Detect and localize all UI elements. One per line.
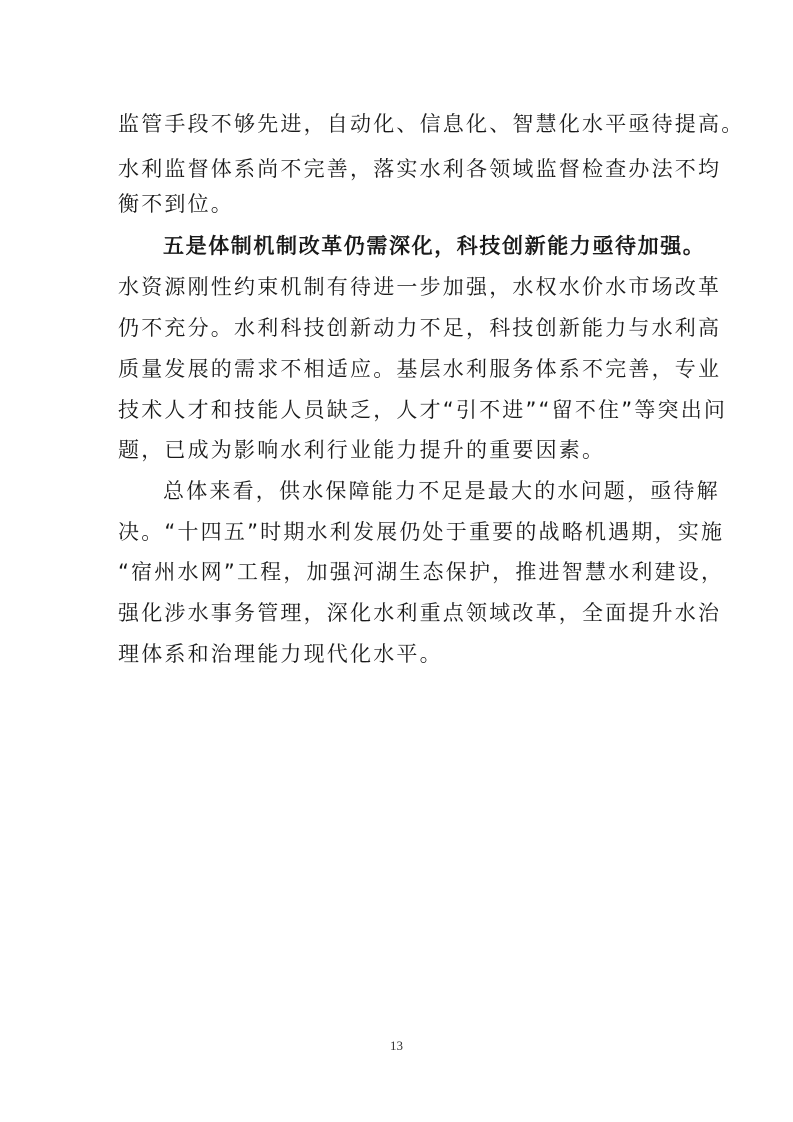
paragraph-line: 衡不到位。 xyxy=(118,192,234,216)
paragraph-line: “宿州水网”工程，加强河湖生态保护，推进智慧水利建设， xyxy=(118,560,725,584)
paragraph-line: 总体来看，供水保障能力不足是最大的水问题，亟待解 xyxy=(163,479,720,503)
page-number: 13 xyxy=(390,1038,403,1053)
paragraph-line: 仍不充分。水利科技创新动力不足，科技创新能力与水利高 xyxy=(118,316,722,340)
paragraph-line: 题，已成为影响水利行业能力提升的重要因素。 xyxy=(118,438,606,462)
paragraph-line: 决。“十四五”时期水利发展仍处于重要的战略机遇期，实施 xyxy=(118,520,725,544)
paragraph-line: 水利监督体系尚不完善，落实水利各领域监督检查办法不均 xyxy=(118,157,722,181)
paragraph-line: 技术人才和技能人员缺乏，人才“引不进”“留不住”等突出问 xyxy=(118,398,728,422)
section-heading: 五是体制机制改革仍需深化，科技创新能力亟待加强。 xyxy=(163,234,706,258)
paragraph-line: 水资源刚性约束机制有待进一步加强，水权水价水市场改革 xyxy=(118,275,722,299)
paragraph-line: 强化涉水事务管理，深化水利重点领域改革，全面提升水治 xyxy=(118,601,722,625)
paragraph-line: 质量发展的需求不相适应。基层水利服务体系不完善，专业 xyxy=(118,357,722,381)
paragraph-line: 监管手段不够先进，自动化、信息化、智慧化水平亟待提高。 xyxy=(118,112,745,136)
paragraph-line: 理体系和治理能力现代化水平。 xyxy=(118,642,443,666)
